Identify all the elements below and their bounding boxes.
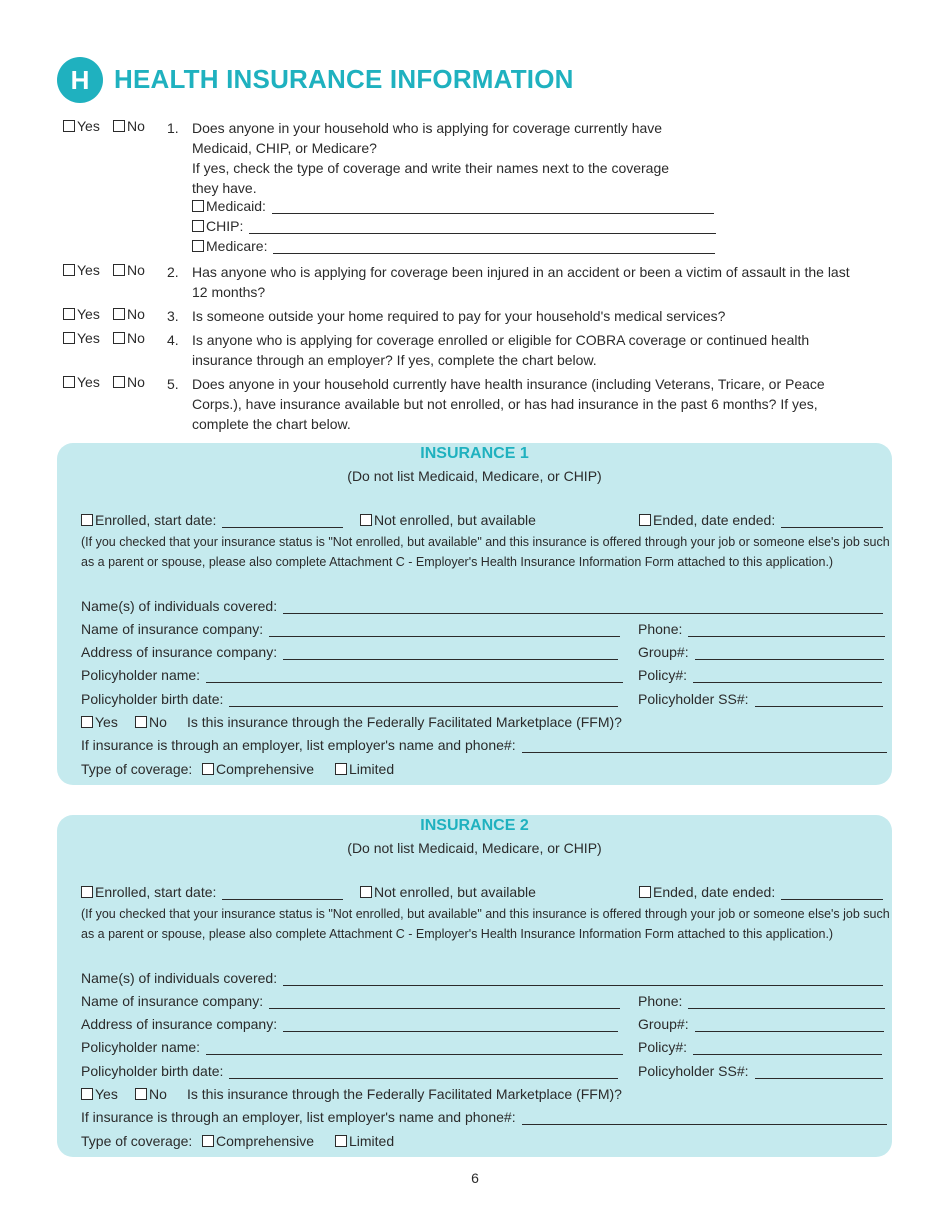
policy-number-input[interactable] (693, 668, 882, 683)
checkbox-box[interactable] (113, 308, 125, 320)
ended-label: Ended, date ended: (653, 512, 776, 528)
yes-checkbox[interactable] (63, 306, 100, 322)
coverage-names-input[interactable] (272, 199, 714, 214)
company-address-input[interactable] (283, 645, 618, 660)
checkbox-box[interactable] (192, 200, 204, 212)
policyholder-name-input[interactable] (206, 1040, 623, 1055)
coverage-names-input[interactable] (273, 239, 715, 254)
employer-label: If insurance is through an employer, list employer's name and phone#: (81, 737, 516, 753)
checkbox-label: Comprehensive (216, 1133, 315, 1149)
question-number: 4. (167, 332, 179, 348)
section-title: HEALTH INSURANCE INFORMATION (114, 64, 574, 94)
employer-label: If insurance is through an employer, list employer's name and phone#: (81, 1109, 516, 1125)
ffm-question: Is this insurance through the Federally Facilitated Marketplace (FFM)? (187, 1086, 622, 1102)
ffm-yes-checkbox[interactable] (81, 1086, 118, 1102)
phone-label: Phone: (638, 621, 683, 637)
insurance-panel-1 (57, 443, 892, 785)
not-enrolled-checkbox[interactable] (360, 512, 536, 528)
question-text: insurance through an employer? If yes, complete the chart below. (192, 352, 597, 368)
phone-field (638, 621, 885, 637)
policyholder-ss-input[interactable] (755, 1064, 883, 1079)
employer-input[interactable] (522, 738, 887, 753)
coverage-checkbox[interactable] (192, 218, 243, 234)
no-checkbox[interactable] (113, 118, 145, 134)
policyholder-name-field (81, 667, 623, 683)
policyholder-birth-date-field (81, 691, 618, 707)
phone-input[interactable] (688, 994, 885, 1009)
employer-input[interactable] (522, 1110, 887, 1125)
checkbox-box[interactable] (81, 716, 93, 728)
checkbox-label: No (127, 330, 145, 346)
insurance-note: (If you checked that your insurance status is "Not enrolled, but available" and this insurance is offered through your job or someone else's job such as a parent or spouse, please also complete Attachment C - Employer's Health Insurance Information Form attached to this application.) (81, 535, 890, 569)
insurance-title: INSURANCE 2 (420, 817, 529, 834)
phone-label: Phone: (638, 993, 683, 1009)
company-name-input[interactable] (269, 994, 620, 1009)
insurance-note: (If you checked that your insurance status is "Not enrolled, but available" and this insurance is offered through your job or someone else's job such as a parent or spouse, please also complete Attachment C - Employer's Health Insurance Information Form attached to this application.) (81, 907, 890, 941)
company-address-field (81, 644, 618, 660)
policy-number-input[interactable] (693, 1040, 882, 1055)
checkbox-label: Yes (95, 1086, 118, 1102)
enrolled-checkbox[interactable] (81, 512, 216, 528)
checkbox-label: Yes (77, 374, 100, 390)
checkbox-label: No (127, 374, 145, 390)
checkbox-label: No (149, 714, 167, 730)
names-covered-input[interactable] (283, 599, 883, 614)
ffm-question: Is this insurance through the Federally Facilitated Marketplace (FFM)? (187, 714, 622, 730)
no-checkbox[interactable] (113, 306, 145, 322)
group-number-label: Group#: (638, 644, 689, 660)
checkbox-box[interactable] (360, 514, 372, 526)
limited-checkbox[interactable] (335, 1133, 394, 1149)
section-letter: H (70, 64, 90, 95)
comprehensive-checkbox[interactable] (202, 1133, 314, 1149)
policyholder-name-input[interactable] (206, 668, 623, 683)
coverage-label: Medicaid: (206, 198, 266, 214)
names-covered-input[interactable] (283, 971, 883, 986)
checkbox-box[interactable] (192, 220, 204, 232)
checkbox-box[interactable] (113, 332, 125, 344)
question-text: Has anyone who is applying for coverage been injured in an accident or been a victim of assault in the last (192, 264, 850, 280)
checkbox-label: No (127, 306, 145, 322)
section-badge (57, 57, 103, 103)
policy-number-field (638, 1039, 882, 1055)
checkbox-box[interactable] (135, 716, 147, 728)
employer-field (81, 737, 887, 753)
policyholder-ss-field (638, 691, 883, 707)
policyholder-ss-field (638, 1063, 883, 1079)
company-name-field (81, 993, 620, 1009)
question-text: Is anyone who is applying for coverage enrolled or eligible for COBRA coverage or continued health (192, 332, 810, 348)
company-name-label: Name of insurance company: (81, 993, 264, 1009)
names-covered-label: Name(s) of individuals covered: (81, 598, 278, 614)
phone-input[interactable] (688, 622, 885, 637)
enrolled-field (81, 512, 343, 528)
not-enrolled-label: Not enrolled, but available (374, 512, 536, 528)
policyholder-birth-date-field (81, 1063, 618, 1079)
page-number: 6 (471, 1170, 479, 1186)
question-text: 12 months? (192, 284, 266, 300)
checkbox-label: No (127, 262, 145, 278)
policyholder-name-label: Policyholder name: (81, 1039, 201, 1055)
checkbox-box[interactable] (63, 120, 75, 132)
yes-checkbox[interactable] (63, 374, 100, 390)
checkbox-label: Yes (77, 262, 100, 278)
company-name-field (81, 621, 620, 637)
policyholder-ss-label: Policyholder SS#: (638, 1063, 749, 1079)
checkbox-label: Yes (77, 306, 100, 322)
coverage-label: Medicare: (206, 238, 268, 254)
checkbox-box[interactable] (113, 376, 125, 388)
yes-checkbox[interactable] (63, 118, 100, 134)
question-number: 3. (167, 308, 179, 324)
checkbox-box[interactable] (192, 240, 204, 252)
company-name-label: Name of insurance company: (81, 621, 264, 637)
ffm-no-checkbox[interactable] (135, 1086, 167, 1102)
ended-checkbox[interactable] (639, 884, 775, 900)
checkbox-box[interactable] (63, 308, 75, 320)
checkbox-box[interactable] (113, 264, 125, 276)
group-number-field (638, 1016, 884, 1032)
question-number: 1. (167, 120, 179, 136)
coverage-checkbox[interactable] (192, 198, 266, 214)
checkbox-label: Limited (349, 1133, 395, 1149)
start-date-input[interactable] (222, 513, 343, 528)
end-date-input[interactable] (781, 885, 883, 900)
checkbox-label: Yes (77, 330, 100, 346)
question-text: they have. (192, 180, 257, 196)
policyholder-name-label: Policyholder name: (81, 667, 201, 683)
policyholder-birth-date-input[interactable] (229, 1064, 618, 1079)
coverage-0 (192, 198, 714, 214)
question-number: 5. (167, 376, 179, 392)
no-checkbox[interactable] (113, 330, 145, 346)
ended-field (639, 512, 883, 528)
comprehensive-checkbox[interactable] (202, 761, 314, 777)
checkbox-box[interactable] (63, 332, 75, 344)
names-covered-field (81, 598, 883, 614)
limited-checkbox[interactable] (335, 761, 394, 777)
policyholder-name-field (81, 1039, 623, 1055)
enrolled-checkbox[interactable] (81, 884, 216, 900)
enrolled-label: Enrolled, start date: (95, 512, 217, 528)
policyholder-birth-date-input[interactable] (229, 692, 618, 707)
company-address-input[interactable] (283, 1017, 618, 1032)
start-date-input[interactable] (222, 885, 343, 900)
group-number-input[interactable] (695, 645, 884, 660)
not-enrolled-label: Not enrolled, but available (374, 884, 536, 900)
end-date-input[interactable] (781, 513, 883, 528)
policy-number-label: Policy#: (638, 1039, 688, 1055)
policyholder-birth-date-label: Policyholder birth date: (81, 691, 224, 707)
checkbox-box[interactable] (63, 376, 75, 388)
policy-number-label: Policy#: (638, 667, 688, 683)
insurance-title: INSURANCE 1 (420, 445, 529, 462)
question-text: Does anyone in your household who is applying for coverage currently have (192, 120, 663, 136)
company-address-field (81, 1016, 618, 1032)
question-text: If yes, check the type of coverage and write their names next to the coverage (192, 160, 670, 176)
enrolled-label: Enrolled, start date: (95, 884, 217, 900)
policy-number-field (638, 667, 882, 683)
checkbox-box[interactable] (135, 1088, 147, 1100)
checkbox-box[interactable] (335, 1135, 347, 1147)
question-text: Is someone outside your home required to pay for your household's medical services? (192, 308, 726, 324)
employer-field (81, 1109, 887, 1125)
checkbox-label: Comprehensive (216, 761, 315, 777)
checkbox-box[interactable] (202, 763, 214, 775)
phone-field (638, 993, 885, 1009)
coverage-1 (192, 218, 716, 234)
coverage-label: CHIP: (206, 218, 244, 234)
checkbox-box[interactable] (63, 264, 75, 276)
coverage-names-input[interactable] (249, 219, 716, 234)
checkbox-box[interactable] (360, 886, 372, 898)
checkbox-box[interactable] (81, 514, 93, 526)
ended-checkbox[interactable] (639, 512, 775, 528)
question-text: Does anyone in your household currently have health insurance (including Veterans, Tricare, or Peace (192, 376, 825, 392)
company-address-label: Address of insurance company: (81, 1016, 278, 1032)
coverage-checkbox[interactable] (192, 238, 267, 254)
ffm-yes-checkbox[interactable] (81, 714, 118, 730)
no-checkbox[interactable] (113, 262, 145, 278)
group-number-label: Group#: (638, 1016, 689, 1032)
checkbox-label: Yes (95, 714, 118, 730)
checkbox-box[interactable] (113, 120, 125, 132)
checkbox-box[interactable] (335, 763, 347, 775)
policyholder-ss-label: Policyholder SS#: (638, 691, 749, 707)
checkbox-label: Yes (77, 118, 100, 134)
insurance-subtitle: (Do not list Medicaid, Medicare, or CHIP) (347, 840, 602, 856)
insurance-panel-2 (57, 815, 892, 1157)
checkbox-label: No (149, 1086, 167, 1102)
company-name-input[interactable] (269, 622, 620, 637)
policyholder-ss-input[interactable] (755, 692, 883, 707)
checkbox-label: No (127, 118, 145, 134)
insurance-subtitle: (Do not list Medicaid, Medicare, or CHIP) (347, 468, 602, 484)
ffm-no-checkbox[interactable] (135, 714, 167, 730)
checkbox-box[interactable] (202, 1135, 214, 1147)
yes-checkbox[interactable] (63, 262, 100, 278)
policyholder-birth-date-label: Policyholder birth date: (81, 1063, 224, 1079)
names-covered-field (81, 970, 883, 986)
checkbox-label: Limited (349, 761, 395, 777)
question-text: Corps.), have insurance available but not enrolled, or has had insurance in the past 6 months? If yes, (192, 396, 818, 412)
checkbox-box[interactable] (639, 886, 651, 898)
ended-field (639, 884, 883, 900)
coverage-type-label: Type of coverage: (81, 1133, 193, 1149)
group-number-field (638, 644, 884, 660)
question-text: complete the chart below. (192, 416, 351, 432)
company-address-label: Address of insurance company: (81, 644, 278, 660)
yes-checkbox[interactable] (63, 330, 100, 346)
no-checkbox[interactable] (113, 374, 145, 390)
checkbox-box[interactable] (81, 1088, 93, 1100)
not-enrolled-checkbox[interactable] (360, 884, 536, 900)
names-covered-label: Name(s) of individuals covered: (81, 970, 278, 986)
enrolled-field (81, 884, 343, 900)
coverage-2 (192, 238, 715, 254)
group-number-input[interactable] (695, 1017, 884, 1032)
coverage-type-label: Type of coverage: (81, 761, 193, 777)
question-text: Medicaid, CHIP, or Medicare? (192, 140, 377, 156)
question-number: 2. (167, 264, 179, 280)
checkbox-box[interactable] (639, 514, 651, 526)
ended-label: Ended, date ended: (653, 884, 776, 900)
checkbox-box[interactable] (81, 886, 93, 898)
